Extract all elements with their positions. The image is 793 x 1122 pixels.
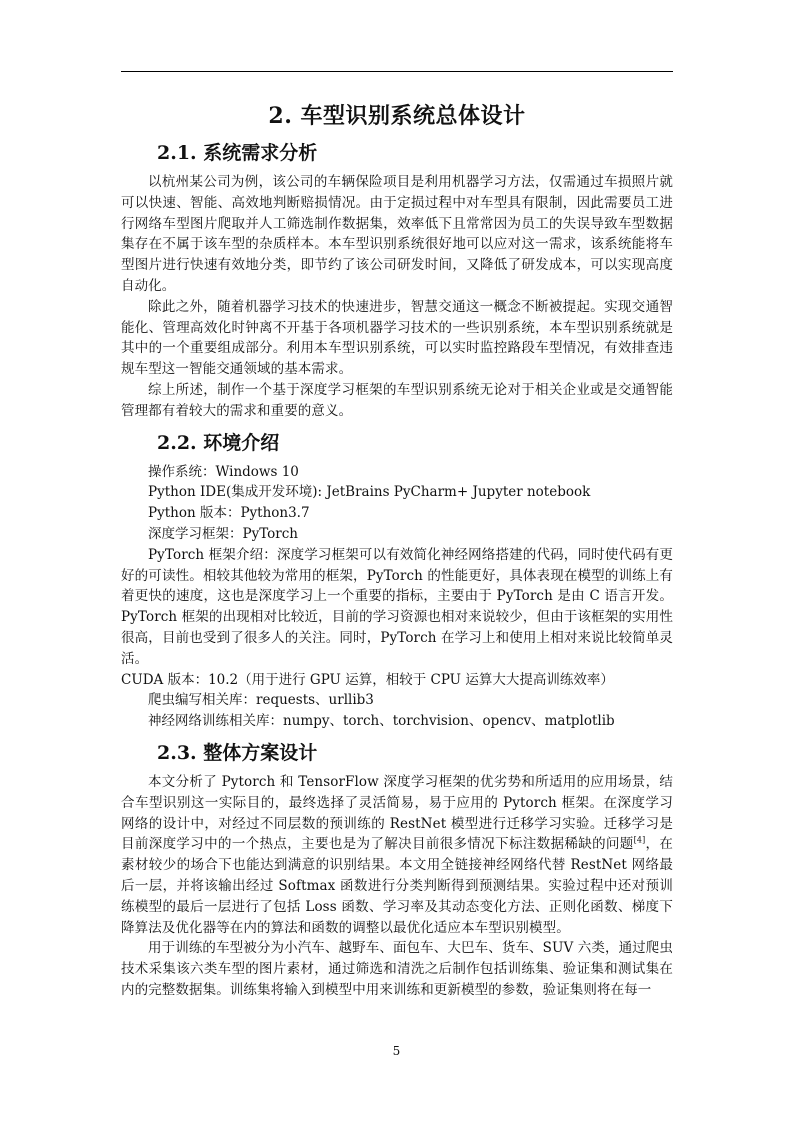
env-nn-libs: 神经网络训练相关库：numpy、torch、torchvision、opencv、matplotlib xyxy=(148,713,615,730)
chapter-title: 2. 车型识别系统总体设计 xyxy=(268,103,526,129)
section-overall-design xyxy=(121,738,673,1001)
citation-ref[interactable]: [4] xyxy=(633,835,646,845)
paragraph xyxy=(121,772,673,938)
section-requirements xyxy=(121,138,673,422)
pytorch-intro-paragraph: PyTorch 框架介绍：深度学习框架可以有效简化神经网络搭建的代码，同时使代码有更好的可读性。相较其他较为常用的框架，PyTorch 的性能更好，具体表现在模型的训练上有着更快的速度，这也是深度学习上一个重要的指标，主要由于 PyTorch 是由 C 语言开发。PyTorch 框架的出现相对比较近，目前的学习资源也相对来说较少，但由于该框架的实用性很高，目前也受到了很多人的关注。同时，PyTorch 在学习上和使用上相对来说比较简单灵活。 xyxy=(121,546,673,667)
page-number: 5 xyxy=(392,1044,401,1058)
paragraph: 用于训练的车型被分为小汽车、越野车、面包车、大巴车、货车、SUV 六类，通过爬虫技术采集该六类车型的图片素材，通过筛选和清洗之后制作包括训练集、验证集和测试集在内的完整数据集。训练集将输入到模型中用来训练和更新模型的参数，验证集则将在每一 xyxy=(121,940,673,998)
paragraph-text: 本文分析了 Pytorch 和 TensorFlow 深度学习框架的优劣势和所适用的应用场景，结合车型识别这一实际目的，最终选择了灵活简易，易于应用的 Pytorch 框架。在深度学习网络的设计中，对经过不同层数的预训练的 RestNet 模型进行迁移学习实验。迁移学习是目前深度学习中的一个热点，主要也是为了解决目前很多情况下标注数据稀缺的问题 xyxy=(121,773,673,853)
env-cuda: CUDA 版本：10.2（用于进行 GPU 运算，相较于 CPU 运算大大提高训练效率） xyxy=(121,671,614,688)
page-body xyxy=(121,100,673,1001)
section-heading-requirements: 2.1. 系统需求分析 xyxy=(157,142,318,164)
paragraph: 综上所述，制作一个基于深度学习框架的车型识别系统无论对于相关企业或是交通智能管理都有着较大的需求和重要的意义。 xyxy=(121,381,673,419)
paragraph: 以杭州某公司为例，该公司的车辆保险项目是利用机器学习方法，仅需通过车损照片就可以快速、智能、高效地判断赔损情况。由于定损过程中对车型具有限制，因此需要员工进行网络车型图片爬取并人工筛选制作数据集，效率低下且常常因为员工的失误导致车型数据集存在不属于该车型的杂质样本。本车型识别系统很好地可以应对这一需求，该系统能将车型图片进行快速有效地分类，即节约了该公司研发时间，又降低了研发成本，可以实现高度自动化。 xyxy=(121,174,673,294)
env-python-version: Python 版本：Python3.7 xyxy=(148,505,310,522)
paragraph: 除此之外，随着机器学习技术的快速进步，智慧交通这一概念不断被提起。实现交通智能化、管理高效化时钟离不开基于各项机器学习技术的一些识别系统，本车型识别系统就是其中的一个重要组成部分。利用本车型识别系统，可以实时监控路段车型情况，有效排查违规车型这一智能交通领域的基本需求。 xyxy=(121,298,673,378)
section-heading-environment: 2.2. 环境介绍 xyxy=(157,431,280,454)
section-heading-overall-design: 2.3. 整体方案设计 xyxy=(157,741,318,764)
paragraph-text: ，在素材较少的场合下也能达到满意的识别结果。本文用全链接神经网络代替 RestNet 网络最后一层，并将该输出经过 Softmax 函数进行分类判断得到预测结果。实验过程中还对预训练模型的最后一层进行了包括 Loss 函数、学习率及其动态变化方法、正则化函数、梯度下降算法及优化器等在内的算法和函数的调整以最优化适应本车型识别模型。 xyxy=(121,836,674,936)
header-rule xyxy=(121,71,673,72)
env-ide: Python IDE(集成开发环境): JetBrains PyCharm+ Jupyter notebook xyxy=(148,484,591,501)
env-os: 操作系统：Windows 10 xyxy=(148,463,299,480)
section-environment xyxy=(121,428,673,732)
env-crawler-libs: 爬虫编写相关库：requests、urllib3 xyxy=(148,692,374,709)
env-framework: 深度学习框架：PyTorch xyxy=(148,525,299,542)
